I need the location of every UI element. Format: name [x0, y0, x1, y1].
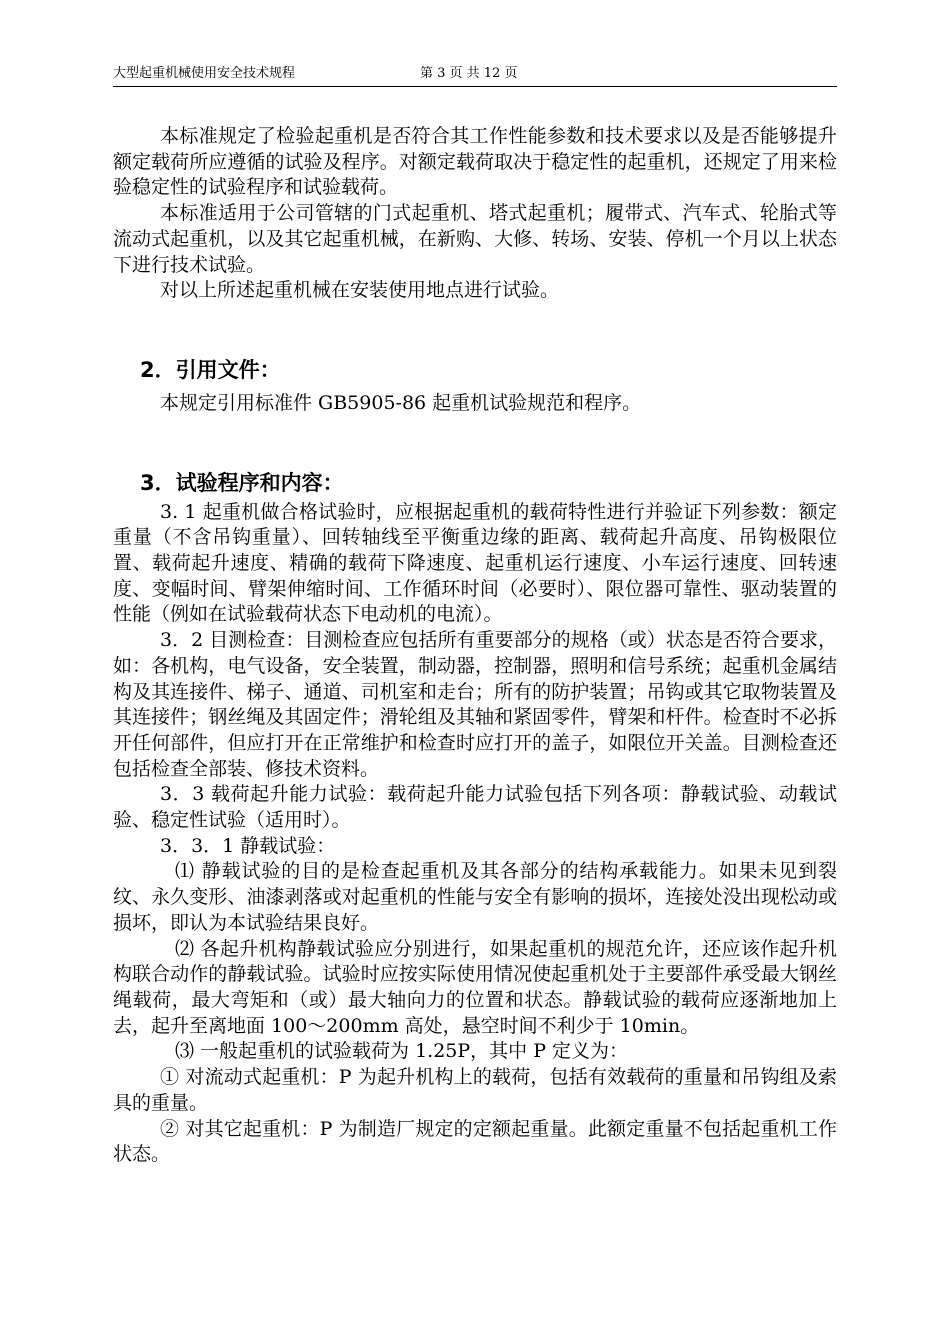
section-2-text: 本规定引用标准件 GB5905-86 起重机试验规范和程序。 [160, 391, 642, 414]
intro-paragraph-3: 对以上所述起重机械在安装使用地点进行试验。 [160, 279, 560, 302]
clause-item-2: ⑵ 各起升机构静载试验应分别进行，如果起重机的规范允许，还应该作起升机构联合动作的静载试验。试验时应按实际使用情况使起重机处于主要部件承受最大钢丝绳载荷，最大弯矩和（或）最大轴向力的位置和状态。静载试验的载荷应逐渐地加上去，起升至离地面 100～200mm 高处，悬空时间不利少于 10min。 [113, 937, 837, 1037]
page-header [113, 66, 837, 87]
sub-item-1: ① 对流动式起重机：P 为起升机构上的载荷，包括有效载荷的重量和吊钩组及索具的重量。 [113, 1066, 837, 1114]
sub-item-2: ② 对其它起重机：P 为制造厂规定的定额起重量。此额定重量不包括起重机工作状态。 [113, 1117, 837, 1166]
clause-3-3: 3．3 载荷起升能力试验：载荷起升能力试验包括下列各项：静载试验、动载试验、稳定性试验（适用时）。 [113, 783, 837, 832]
section-2-heading: 2．引用文件： [140, 357, 281, 382]
page-number: 第 3 页 共 12 页 [420, 66, 518, 81]
document-body [113, 124, 837, 1168]
section-3-heading: 3．试验程序和内容： [140, 470, 344, 495]
clause-item-3: ⑶ 一般起重机的试验载荷为 1.25P，其中 P 定义为： [175, 1040, 629, 1063]
clause-3-1: 3. 1 起重机做合格试验时，应根据起重机的载荷特性进行并验证下列参数：额定重量（不含吊钩重量）、回转轴线至平衡重边缘的距离、载荷起升高度、吊钩极限位置、载荷起升速度、精确的载荷下降速度、起重机运行速度、小车运行速度、回转速度、变幅时间、臂架伸缩时间、工作循环时间（必要时）、限位器可靠性、驱动装置的性能（例如在试验载荷状态下电动机的电流）。 [113, 500, 837, 626]
document-title: 大型起重机械使用安全技术规程 [113, 66, 296, 81]
intro-paragraph-1: 本标准规定了检验起重机是否符合其工作性能参数和技术要求以及是否能够提升额定载荷所应遵循的试验及程序。对额定载荷取决于稳定性的起重机，还规定了用来检验稳定性的试验程序和试验载荷。 [113, 125, 837, 199]
clause-3-2: 3．2 目测检查：目测检查应包括所有重要部分的规格（或）状态是否符合要求，如：各机构，电气设备，安全装置，制动器，控制器，照明和信号系统；起重机金属结构及其连接件、梯子、通道、司机室和走台；所有的防护装置；吊钩或其它取物装置及其连接件；钢丝绳及其固定件；滑轮组及其轴和紧固零件，臂架和杆件。检查时不必拆开任何部件，但应打开在正常维护和检查时应打开的盖子，如限位开关盖。目测检查还包括检查全部装、修技术资料。 [113, 629, 837, 780]
intro-paragraph-2: 本标准适用于公司管辖的门式起重机、塔式起重机；履带式、汽车式、轮胎式等流动式起重机，以及其它起重机械，在新购、大修、转场、安装、停机一个月以上状态下进行技术试验。 [113, 202, 837, 276]
clause-item-1: ⑴ 静载试验的目的是检查起重机及其各部分的结构承载能力。如果未见到裂纹、永久变形、油漆剥落或对起重机的性能与安全有影响的损坏，连接处没出现松动或损坏，即认为本试验结果良好。 [113, 860, 837, 934]
clause-3-3-1: 3．3．1 静载试验： [160, 834, 336, 857]
